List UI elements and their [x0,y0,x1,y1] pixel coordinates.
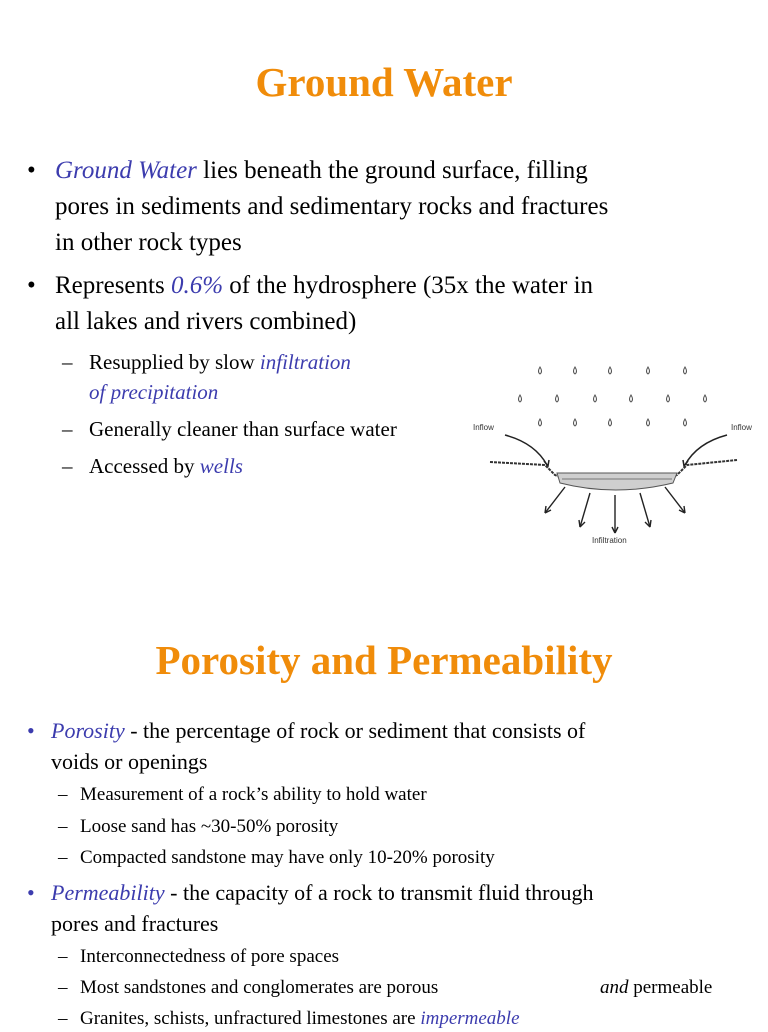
text-segment: - the percentage of rock or sediment that consists of [130,718,586,743]
inflow-right-arrow [685,435,727,465]
bullet-text [51,715,741,777]
highlight-term: Ground Water [55,157,197,184]
dash-marker: – [62,454,73,478]
highlight-term: infiltration [259,350,351,374]
bullet-dot: • [27,718,35,743]
subbullet-text: Interconnectedness of pore spaces [80,946,340,967]
bullet-permeability [27,877,747,939]
emphasis-word: and [600,977,629,998]
bullet-dot: • [27,272,36,299]
text-segment: Resupplied by slow [89,350,255,374]
dash-marker: – [58,847,68,868]
raindrop-icons [519,367,707,426]
inflow-left-arrow [505,435,547,465]
text-line: in other rock types [55,229,242,256]
text-line: lies beneath the ground surface, filling [203,157,588,184]
text-line: all lakes and rivers combined) [55,308,357,335]
infiltration-arrows [545,487,685,533]
subbullet-text [80,1006,520,1032]
highlight-term: of precipitation [89,380,219,404]
text-segment: of the hydrosphere (35x the water in [229,272,594,299]
dash-marker: – [58,946,68,967]
bullet-text [51,877,741,939]
water-body [557,473,677,490]
bullet-ground-water-definition [27,153,737,261]
subbullet-text [89,347,351,407]
inflow-left-label: Inflow [473,423,494,432]
highlight-term: impermeable [420,1008,520,1029]
highlight-value: 0.6% [170,272,224,299]
text-segment [600,975,712,1001]
subbullet-text: Generally cleaner than surface water [89,417,397,441]
dash-marker: – [58,784,68,805]
dash-marker: – [62,417,73,441]
text-segment: Granites, schists, unfractured limestones are [80,1008,416,1029]
dash-marker: – [58,816,68,837]
inflow-right-label: Inflow [731,423,752,432]
text-segment: Accessed by [89,454,195,478]
highlight-term: Porosity [51,718,125,743]
subbullet-text: Loose sand has ~30-50% porosity [80,816,339,837]
text-line: pores in sediments and sedimentary rocks and fractures [55,193,609,220]
infiltration-diagram [465,355,765,555]
page-title-porosity-permeability: Porosity and Permeability [155,637,613,683]
dash-marker: – [62,350,73,374]
bullet-dot: • [27,157,36,184]
bullet-text [55,268,745,340]
text-segment: - the capacity of a rock to transmit fluid through [170,880,594,905]
bullet-porosity [27,715,747,777]
highlight-term: Permeability [51,880,165,905]
text-line: voids or openings [51,749,208,774]
text-segment: permeable [633,977,713,998]
infiltration-label: Infiltration [592,536,627,545]
page-title-ground-water: Ground Water [255,59,513,105]
subbullet-text: Most sandstones and conglomerates are porous [80,977,439,998]
dash-marker: – [58,977,68,998]
highlight-term: wells [199,454,243,478]
bullet-text [55,153,745,261]
dash-marker: – [58,1008,68,1029]
subbullet-text: Compacted sandstone may have only 10-20% porosity [80,847,495,868]
bullet-hydrosphere-share [27,268,737,340]
bullet-dot: • [27,880,35,905]
text-segment: Represents [55,272,165,299]
subbullet-text: Measurement of a rock’s ability to hold water [80,784,427,805]
text-line: pores and fractures [51,911,219,936]
subbullet-text [89,451,243,481]
